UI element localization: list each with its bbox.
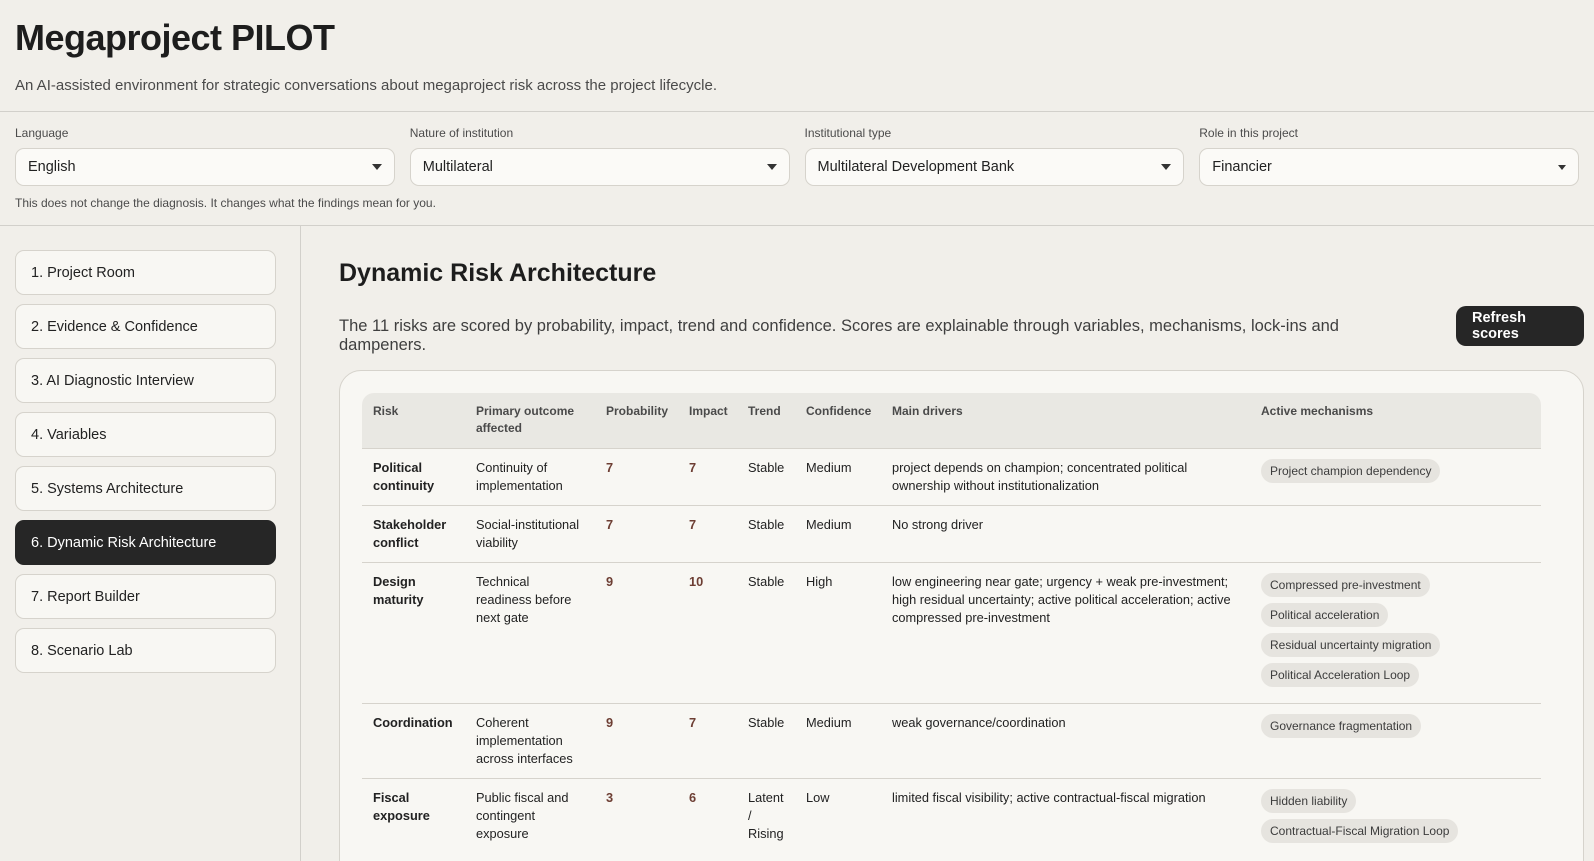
risk-confidence: Medium xyxy=(795,704,881,779)
language-select[interactable] xyxy=(15,148,395,186)
header-outcome[interactable]: Primary outcome affected xyxy=(476,404,575,435)
risk-outcome: Public fiscal and contingent exposure xyxy=(465,779,595,860)
header-drivers[interactable]: Main drivers xyxy=(892,404,963,418)
mechanism-pill: Political Acceleration Loop xyxy=(1261,663,1419,687)
mechanism-pill: Project champion dependency xyxy=(1261,459,1440,483)
table-row xyxy=(362,704,1541,779)
risk-drivers: weak governance/coordination xyxy=(881,704,1250,779)
risk-mechanisms xyxy=(1250,704,1541,779)
risk-impact: 7 xyxy=(678,449,737,506)
mechanism-pill: Compressed pre-investment xyxy=(1261,573,1430,597)
nav-item-systems-architecture[interactable]: 5. Systems Architecture xyxy=(15,466,276,511)
risk-confidence: Medium xyxy=(795,506,881,563)
page-title: Dynamic Risk Architecture xyxy=(339,259,657,287)
type-label: Institutional type xyxy=(804,126,892,140)
nav-item-ai-diagnostic-interview[interactable]: 3. AI Diagnostic Interview xyxy=(15,358,276,403)
app-subtitle: An AI-assisted environment for strategic conversations about megaproject risk across the project lifecycle. xyxy=(15,77,717,94)
context-hint: This does not change the diagnosis. It changes what the findings mean for you. xyxy=(15,196,436,210)
risk-probability: 3 xyxy=(595,779,678,860)
header-mechanisms[interactable]: Active mechanisms xyxy=(1261,404,1374,418)
risk-name: Coordination xyxy=(362,704,465,779)
risk-name: Stakeholder conflict xyxy=(362,506,465,563)
risk-outcome: Technical readiness before next gate xyxy=(465,563,595,704)
nature-select-group xyxy=(410,126,790,186)
sidebar-nav xyxy=(0,226,301,861)
risk-impact: 6 xyxy=(678,779,737,860)
nav-item-evidence-confidence[interactable]: 2. Evidence & Confidence xyxy=(15,304,276,349)
header-probability[interactable]: Probability xyxy=(606,404,669,418)
risk-trend: Stable xyxy=(737,506,795,563)
risk-outcome: Social-institutional viability xyxy=(465,506,595,563)
risk-probability: 9 xyxy=(595,704,678,779)
type-select-group xyxy=(805,126,1185,186)
risk-impact: 7 xyxy=(678,704,737,779)
type-select[interactable] xyxy=(805,148,1185,186)
risk-confidence: Low xyxy=(795,779,881,860)
risk-trend: Stable xyxy=(737,449,795,506)
table-header-row xyxy=(362,393,1541,449)
risk-drivers: project depends on champion; concentrated political ownership without institutionalization xyxy=(881,449,1250,506)
mechanism-pill: Residual uncertainty migration xyxy=(1261,633,1440,657)
nav-item-dynamic-risk-architecture[interactable]: 6. Dynamic Risk Architecture xyxy=(15,520,276,565)
chevron-down-icon xyxy=(372,164,382,170)
risk-probability: 7 xyxy=(595,449,678,506)
mechanism-pill: Hidden liability xyxy=(1261,789,1356,813)
app-header xyxy=(0,0,1594,112)
language-value: English xyxy=(28,159,76,175)
risk-probability: 9 xyxy=(595,563,678,704)
risk-mechanisms xyxy=(1250,563,1541,704)
role-select[interactable] xyxy=(1199,148,1579,186)
role-value: Financier xyxy=(1212,159,1272,175)
language-label: Language xyxy=(15,126,69,140)
table-row xyxy=(362,449,1541,506)
risk-outcome: Continuity of implementation xyxy=(465,449,595,506)
risk-name: Fiscal exposure xyxy=(362,779,465,860)
risk-name: Political continuity xyxy=(362,449,465,506)
risk-trend: Latent / Rising xyxy=(737,779,795,860)
risk-outcome: Coherent implementation across interfaces xyxy=(465,704,595,779)
risk-trend: Stable xyxy=(737,563,795,704)
main-content xyxy=(301,226,1594,861)
header-trend[interactable]: Trend xyxy=(748,404,781,418)
nature-label: Nature of institution xyxy=(409,126,514,140)
nav-item-project-room[interactable]: 1. Project Room xyxy=(15,250,276,295)
risk-mechanisms xyxy=(1250,506,1541,563)
risk-mechanisms xyxy=(1250,449,1541,506)
risk-table xyxy=(362,393,1541,859)
risk-confidence: High xyxy=(795,563,881,704)
nav-item-variables[interactable]: 4. Variables xyxy=(15,412,276,457)
type-value: Multilateral Development Bank xyxy=(817,159,1015,175)
risk-probability: 7 xyxy=(595,506,678,563)
risk-name: Design maturity xyxy=(362,563,465,704)
risk-drivers: low engineering near gate; urgency + weak pre-investment; high residual uncertainty; active political acceleration; active compressed pre-investment xyxy=(881,563,1250,704)
chevron-down-icon xyxy=(1558,165,1566,170)
page-intro: The 11 risks are scored by probability, impact, trend and confidence. Scores are explainable through variables, mechanisms, lock-ins and dampeners. xyxy=(339,317,1339,354)
risk-trend: Stable xyxy=(737,704,795,779)
app-title: Megaproject PILOT xyxy=(15,17,335,58)
risk-mechanisms xyxy=(1250,779,1541,860)
nature-value: Multilateral xyxy=(422,159,493,175)
refresh-scores-button[interactable]: Refresh scores xyxy=(1456,306,1584,346)
context-controls xyxy=(0,112,1594,226)
mechanism-pill: Governance fragmentation xyxy=(1261,714,1421,738)
table-row xyxy=(362,506,1541,563)
mechanism-pill: Contractual-Fiscal Migration Loop xyxy=(1261,819,1458,843)
header-risk[interactable]: Risk xyxy=(373,404,399,418)
risk-drivers: limited fiscal visibility; active contractual-fiscal migration xyxy=(881,779,1250,860)
role-label: Role in this project xyxy=(1199,126,1298,140)
risk-impact: 7 xyxy=(678,506,737,563)
nature-select[interactable] xyxy=(410,148,790,186)
nav-item-report-builder[interactable]: 7. Report Builder xyxy=(15,574,276,619)
nav-item-scenario-lab[interactable]: 8. Scenario Lab xyxy=(15,628,276,673)
table-row xyxy=(362,779,1541,860)
risk-impact: 10 xyxy=(678,563,737,704)
table-row xyxy=(362,563,1541,704)
language-select-group xyxy=(15,126,395,186)
risk-table-card xyxy=(339,370,1584,861)
risk-drivers: No strong driver xyxy=(881,506,1250,563)
chevron-down-icon xyxy=(1161,164,1171,170)
header-impact[interactable]: Impact xyxy=(689,404,728,418)
risk-confidence: Medium xyxy=(795,449,881,506)
header-confidence[interactable]: Confidence xyxy=(806,404,872,418)
mechanism-pill: Political acceleration xyxy=(1261,603,1388,627)
role-select-group xyxy=(1199,126,1579,186)
chevron-down-icon xyxy=(767,164,777,170)
